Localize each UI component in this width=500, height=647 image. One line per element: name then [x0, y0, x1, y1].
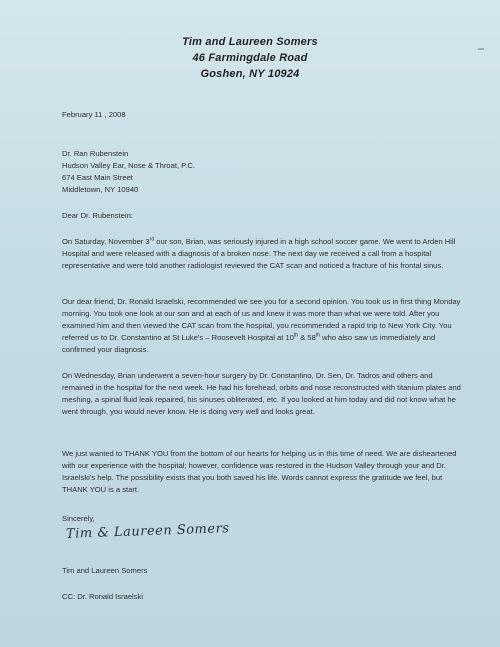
handwritten-signature: Tim & Laureen Somers: [65, 521, 230, 542]
recipient-practice: Hudson Valley Ear, Nose & Throat, P.C.: [62, 161, 195, 170]
p2-ordinal-1: th: [293, 332, 299, 339]
p2-start: Our dear friend, Dr. Ronald Israelski, recommended we see you for a second opinion. You took us in first thing Monday morning. You took one look at our son and at each of us and knew it was more than what we were told. After you examined him and then viewed the CAT scan from the hospital, you recommended a rapid trip to New York City. You referred us to Dr. Constantino at St Luke's – Roosevelt Hospital at 10: [62, 297, 461, 342]
letterhead-street: 46 Farmingdale Road: [192, 52, 308, 64]
closing: Sincerely,: [62, 514, 95, 523]
letter-date: February 11 , 2008: [62, 110, 126, 119]
p2-mid: & 58: [298, 333, 316, 342]
paragraph-4: We just wanted to THANK YOU from the bottom of our hearts for helping us in this time of need. We are disheartened with our experience with the hospital; however, confidence was restored in the Hudson Valley through your and Dr. Israelski's help. The possibility exists that you both saved his life. Words cannot express the gratitude we feel, but THANK YOU is a start.: [62, 449, 457, 494]
paragraph-2: [62, 296, 462, 356]
letterhead: [0, 34, 500, 82]
p1-ordinal: rd: [149, 236, 155, 243]
cc-line: CC: Dr. Ronald Israelski: [62, 592, 144, 601]
letterhead-city: Goshen, NY 10924: [200, 68, 300, 80]
paragraph-1: [62, 236, 462, 272]
p1-rest: our son, Brian, was seriously injured in a high school soccer game. We went to Arden Hill Hospital and were released with a diagnosis of a broken nose. The next day we received a call from a hospital representative and were told another radiologist reviewed the CAT scan and noticed a fracture of his frontal sinus.: [62, 237, 456, 270]
salutation: Dear Dr. Rubenstein:: [62, 211, 133, 220]
signer-name: Tim and Laureen Somers: [62, 566, 148, 575]
letterhead-names: Tim and Laureen Somers: [182, 36, 318, 48]
recipient-address: [62, 148, 462, 196]
paragraph-3: On Wednesday, Brian underwent a seven-hour surgery by Dr. Constantino, Dr. Sen, Dr. Tadros and others and remained in the hospital for the next week. He had his forehead, orbits and nose reconstructed with titanium plates and meshing, a spinal fluid leak repaired, his sinuses obliterated, etc. If you looked at him today and did not know what he went through, you would never know. He is doing very well and looks great.: [62, 371, 461, 416]
p1-start: On Saturday, November 3: [62, 237, 150, 246]
recipient-city: Middletown, NY 10940: [62, 185, 139, 194]
p2-end: who also saw us immediately and confirmed your diagnosis.: [62, 333, 436, 354]
recipient-name: Dr. Ran Rubenstein: [62, 149, 129, 158]
p2-ordinal-2: th: [315, 332, 320, 339]
recipient-street: 674 East Main Street: [62, 173, 133, 182]
